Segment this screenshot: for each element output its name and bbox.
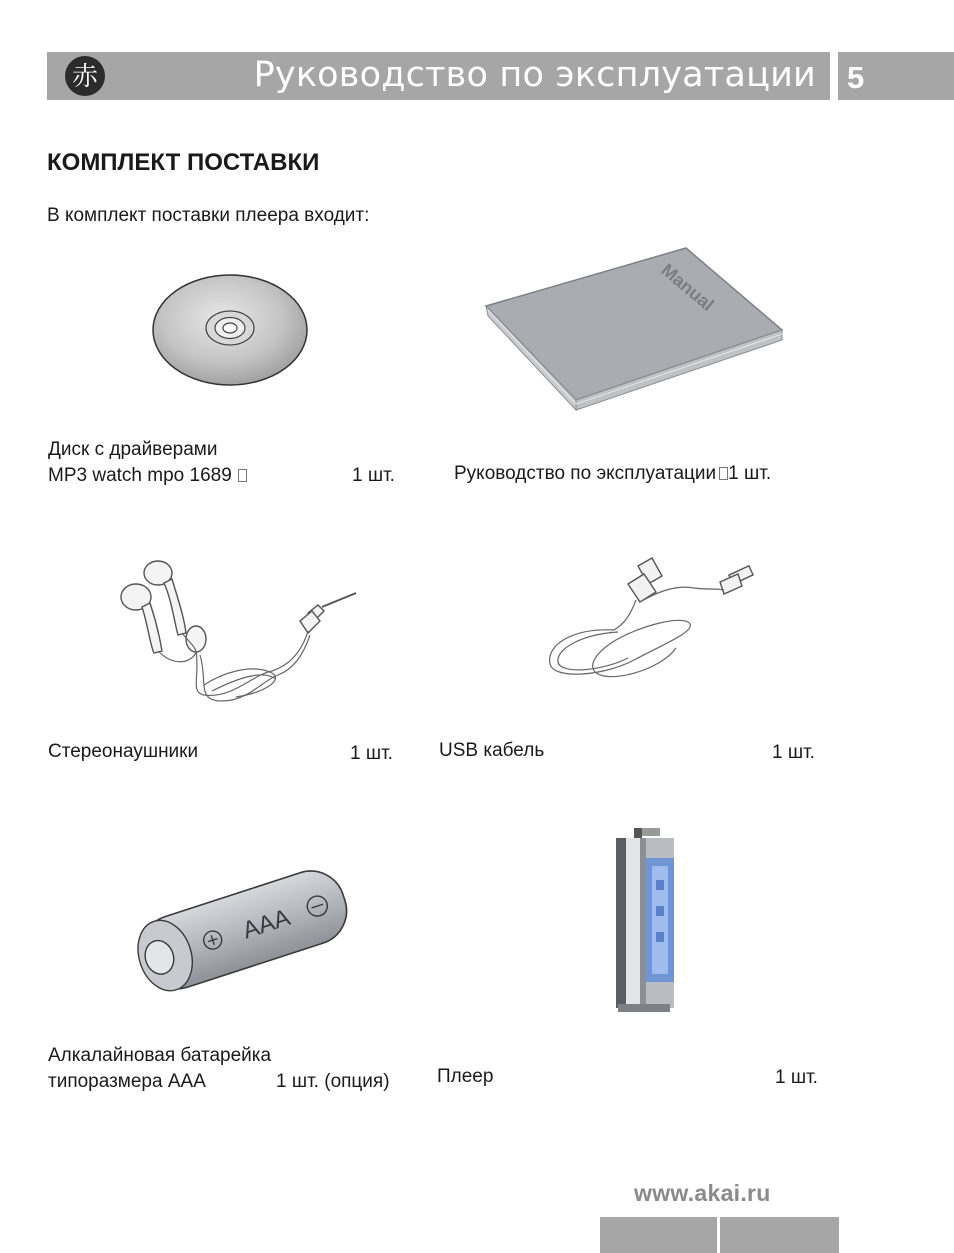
page-number-box <box>838 52 954 100</box>
qty-usb: 1 шт. <box>772 742 815 763</box>
svg-text:赤: 赤 <box>71 62 99 92</box>
player-icon <box>612 828 682 1012</box>
caption-cd <box>48 437 247 489</box>
intro-text: В комплект поставки плеера входит: <box>47 205 370 226</box>
caption-battery-line2: типоразмера AAA <box>48 1071 206 1092</box>
caption-player: Плеер <box>437 1066 494 1087</box>
cd-icon <box>150 272 314 390</box>
svg-text:AAA: AAA <box>239 903 294 945</box>
caption-battery <box>48 1043 271 1095</box>
caption-earphones: Стереонаушники <box>48 741 199 762</box>
usb-cable-icon <box>544 548 766 688</box>
header-title: Руководство по эксплуатации <box>253 55 816 95</box>
missing-glyph-icon <box>719 467 728 480</box>
page-number: 5 <box>847 60 865 95</box>
akai-logo-icon <box>65 56 105 96</box>
caption-cd-line2: MP3 watch mpo 1689 <box>48 465 232 486</box>
qty-manual: 1 шт. <box>728 463 772 484</box>
qty-cd: 1 шт. <box>352 465 395 486</box>
manual-icon <box>480 244 790 414</box>
footer-url: www.akai.ru <box>634 1180 771 1206</box>
caption-battery-line1: Алкалайновая батарейка <box>48 1045 272 1066</box>
qty-earphones: 1 шт. <box>350 743 393 764</box>
svg-text:Manual: Manual <box>657 259 718 315</box>
qty-battery: 1 шт. (опция) <box>276 1071 390 1092</box>
battery-icon <box>124 860 356 994</box>
earphones-icon <box>112 555 364 715</box>
caption-cd-line1: Диск с драйверами <box>48 439 218 460</box>
section-title: КОМПЛЕКТ ПОСТАВКИ <box>47 149 320 176</box>
footer-tab-left <box>600 1217 717 1253</box>
caption-usb: USB кабель <box>439 740 545 761</box>
caption-manual <box>454 461 771 487</box>
header-bar <box>47 52 830 100</box>
missing-glyph-icon <box>238 469 247 482</box>
caption-manual-line1: Руководство по эксплуатации <box>454 463 717 484</box>
footer-tab-right <box>720 1217 839 1253</box>
qty-player: 1 шт. <box>775 1067 818 1088</box>
